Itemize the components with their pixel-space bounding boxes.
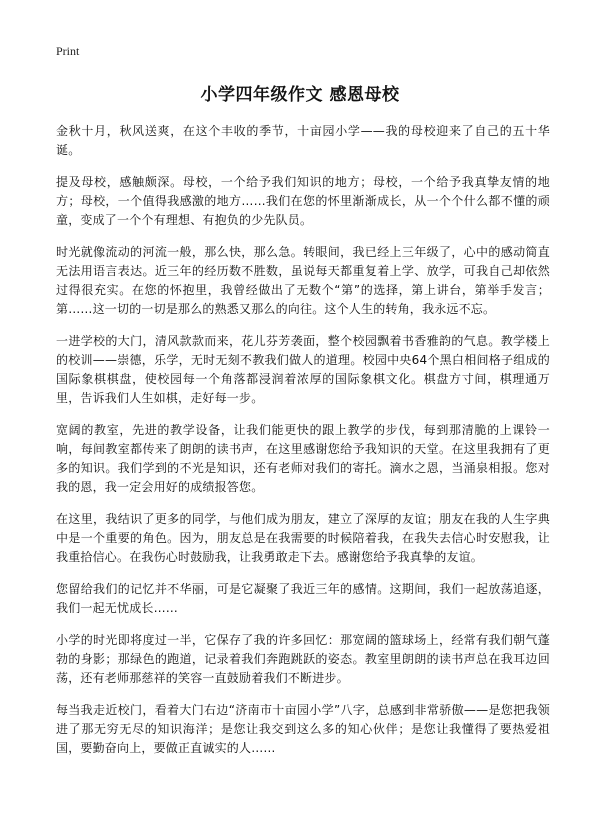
paragraph-6: 在这里，我结识了更多的同学，与他们成为朋友，建立了深厚的友谊；朋友在我的人生字典中是一个重要的角色。因为，朋友总是在我需要的时候陪着我，在我失去信心时安慰我，让我重拾信心。在我伤心时鼓励我，让我勇敢走下去。感谢您给予我真挚的友谊。 — [56, 512, 550, 564]
paragraph-9: 每当我走近校门，看着大门右边“济南市十亩园小学”八字，总感到非常骄傲——是您把我领进了那无穷无尽的知识海洋；是您让我交到这么多的知心伙伴；是您让我懂得了要热爱祖国，要勤奋向上，要做正直诚实的人…… — [56, 703, 550, 755]
paragraph-4: 一进学校的大门，清风款款而来，花儿芬芳袭面，整个校园飘着书香雅韵的气息。教学楼上的校训——崇德，乐学，无时无刻不教我们做人的道理。校园中央64个黑白相间格子组成的国际象棋棋盘，使校园每一个角落都浸润着浓厚的国际象棋文化。棋盘方寸间，棋理通万里，告诉我们人生如棋，走好每一步。 — [56, 334, 550, 405]
paragraph-3: 时光就像流动的河流一般，那么快，那么急。转眼间，我已经上三年级了，心中的感动简直无法用语言表达。近三年的经历数不胜数，虽说每天都重复着上学、放学，可我自己却依然过得很充实。在您的怀抱里，我曾经做出了无数个“第”的选择，第上讲台，第举手发言；第……这一切的一切是那么的熟悉又那么的向往。这个人生的转角，我永远不忘。 — [56, 245, 550, 316]
paragraph-2: 提及母校，感触颇深。母校，一个给予我们知识的地方；母校，一个给予我真挚友情的地方；母校，一个值得我感激的地方……我们在您的怀里渐渐成长，从一个个什么都不懂的顽童，变成了一个个有理想、有抱负的少先队员。 — [56, 175, 550, 227]
paragraph-1: 金秋十月，秋风送爽，在这个丰收的季节，十亩园小学——我的母校迎来了自己的五十华诞。 — [56, 124, 550, 157]
paragraph-5: 宽阔的教室，先进的教学设备，让我们能更快的跟上教学的步伐，每到那清脆的上课铃一响，每间教室都传来了朗朗的读书声，在这里感谢您给予我知识的天堂。在这里我拥有了更多的知识。我们学到的不光是知识，还有老师对我们的寄托。滴水之恩，当涌泉相报。您对我的恩，我一定会用好的成绩报答您。 — [56, 423, 550, 494]
article-title: 小学四年级作文 感恩母校 — [200, 85, 400, 105]
paragraph-8: 小学的时光即将度过一半，它保存了我的许多回忆：那宽阔的篮球场上，经常有我们朝气蓬勃的身影；那绿色的跑道，记录着我们奔跑跳跃的姿态。教室里朗朗的读书声总在我耳边回荡，还有老师那慈祥的笑容一直鼓励着我们不断进步。 — [56, 633, 550, 685]
print-link[interactable]: Print — [56, 44, 80, 58]
paragraph-7: 您留给我们的记忆并不华丽，可是它凝聚了我近三年的感情。这期间，我们一起放荡追逐，我们一起无忧成长…… — [56, 582, 550, 615]
article-body — [56, 122, 550, 771]
